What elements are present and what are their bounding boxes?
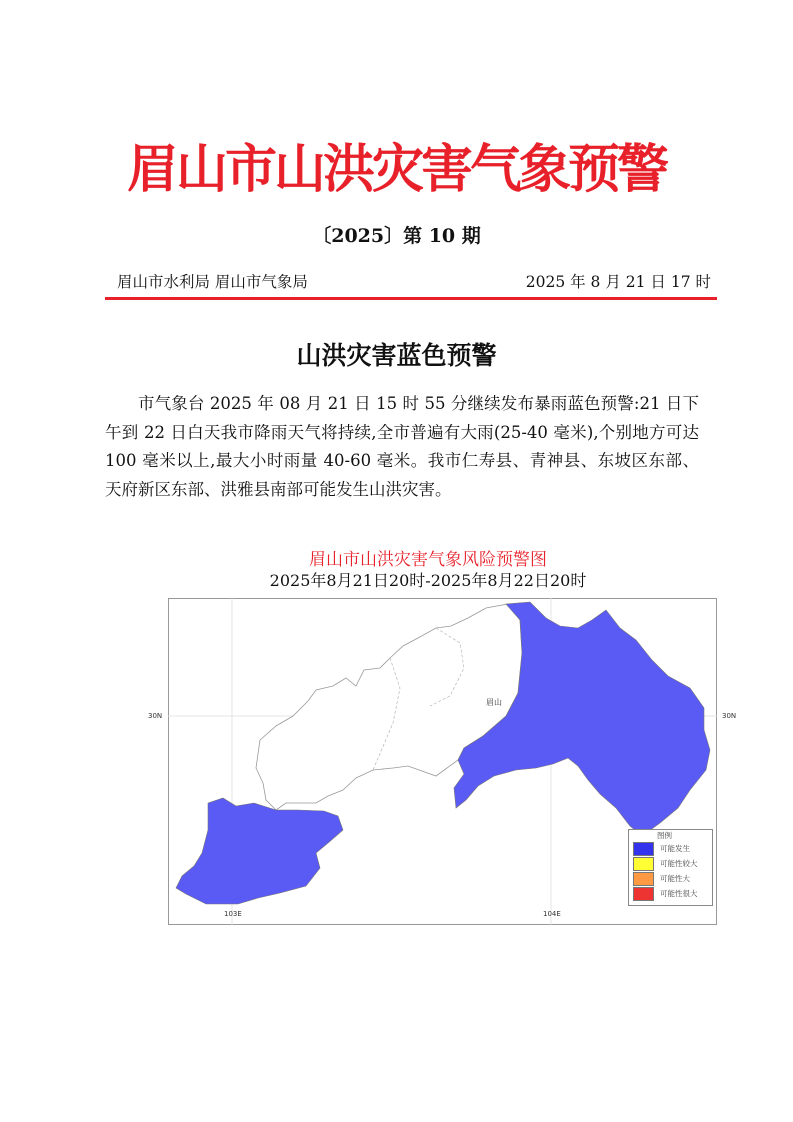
red-divider <box>105 297 717 300</box>
legend-item <box>629 841 712 856</box>
issuer-row <box>105 270 715 296</box>
legend-label: 可能发生 <box>660 844 690 853</box>
lon-label-104e: 104E <box>543 910 561 918</box>
legend-title: 图例 <box>657 831 672 840</box>
legend-label: 可能性较大 <box>660 859 698 868</box>
legend-item <box>629 871 712 886</box>
risk-map <box>140 546 740 926</box>
issuers: 眉山市水利局 眉山市气象局 <box>117 273 308 291</box>
legend-label: 可能性很大 <box>660 889 698 898</box>
document-title: 山洪灾害蓝色预警 <box>296 341 497 370</box>
lat-label-right: 30N <box>722 712 737 720</box>
map-legend <box>628 829 713 906</box>
issue-datetime: 2025 年 8 月 21 日 17 时 <box>525 273 711 291</box>
legend-swatch-orange <box>633 872 654 886</box>
legend-item <box>629 886 712 901</box>
legend-item <box>629 856 712 871</box>
issue-number: 〔2025〕第 10 期 <box>312 225 481 247</box>
legend-label: 可能性大 <box>660 874 690 883</box>
legend-swatch-yellow <box>633 857 654 871</box>
lat-label-left: 30N <box>148 712 163 720</box>
legend-swatch-red <box>633 887 654 901</box>
city-label-meishan: 眉山 <box>486 698 502 707</box>
warning-paragraph: 市气象台 2025 年 08 月 21 日 15 时 55 分继续发布暴雨蓝色预警:21 日下午到 22 日白天我市降雨天气将持续,全市普遍有大雨(25-40 毫米),个别地方可达 100 毫米以上,最大小时雨量 40-60 毫米。我市仁寿县、青神县、东坡区东部、天府新区东部、洪雅县南部可能发生山洪灾害。 <box>105 394 699 499</box>
map-title: 眉山市山洪灾害气象风险预警图 <box>309 550 547 570</box>
legend-swatch-blue <box>633 842 654 856</box>
masthead-title: 眉山市山洪灾害气象预警 <box>126 140 666 200</box>
lon-label-103e: 103E <box>224 910 242 918</box>
map-subtitle: 2025年8月21日20时-2025年8月22日20时 <box>269 571 587 590</box>
